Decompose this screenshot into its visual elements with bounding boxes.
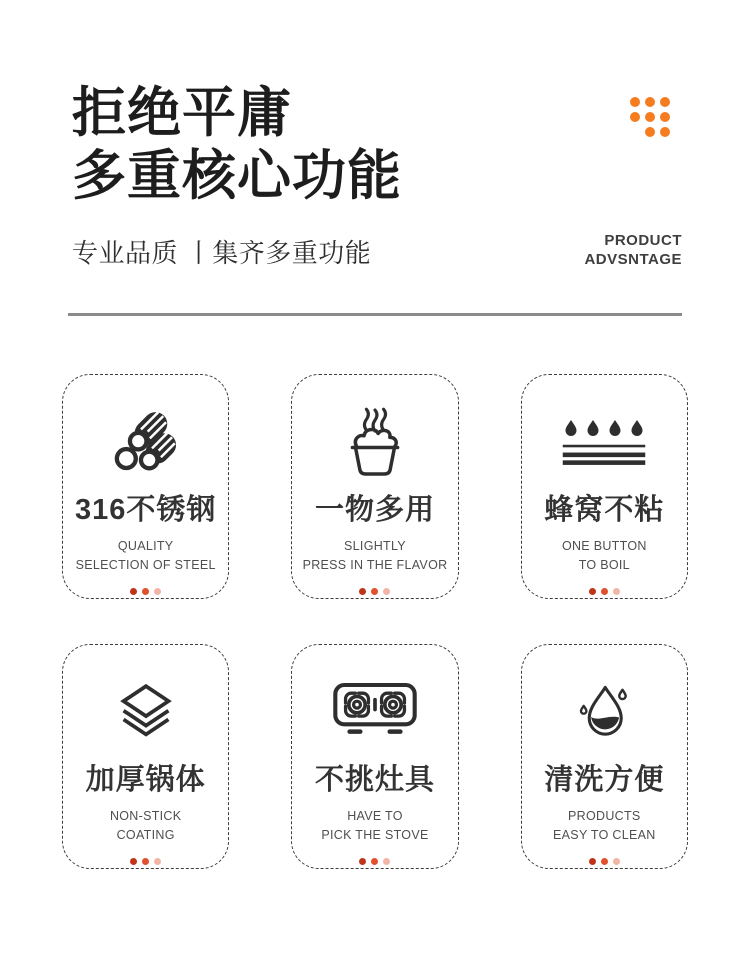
accent-dot: [589, 858, 596, 865]
orange-dot: [645, 127, 655, 137]
subtitle-row: [72, 232, 682, 270]
accent-dot: [613, 588, 620, 595]
accent-dot: [383, 858, 390, 865]
subtitle-line: NON-STICK: [109, 808, 182, 823]
accent-dot: [383, 588, 390, 595]
feature-subtitle: [110, 807, 181, 846]
feature-card-multiuse: [291, 374, 458, 599]
feature-title: 一物多用: [314, 493, 435, 526]
feature-subtitle: [562, 537, 647, 576]
orange-dots-decoration: [630, 97, 670, 137]
subtitle-line: PRESS IN THE FLAVOR: [302, 558, 448, 573]
subtitle-line: SLIGHTLY: [344, 538, 406, 553]
subtitle-line: ONE BUTTON: [561, 538, 647, 553]
feature-card-cleaning: [521, 644, 688, 869]
feature-title: 加厚锅体: [85, 763, 206, 796]
subtitle-english-line-1: PRODUCT: [604, 232, 682, 250]
accent-dot: [154, 858, 161, 865]
accent-dot: [130, 588, 137, 595]
title-line-2: 多重核心功能: [72, 146, 402, 207]
accent-dot: [601, 858, 608, 865]
accent-dot: [359, 588, 366, 595]
accent-dot: [371, 858, 378, 865]
feature-subtitle: [303, 537, 448, 576]
feature-subtitle: [321, 807, 428, 846]
feature-card-stove: [291, 644, 458, 869]
accent-dot: [359, 858, 366, 865]
steaming-bowl-icon: [336, 401, 414, 483]
card-accent-dots: [359, 858, 390, 865]
card-accent-dots: [130, 588, 161, 595]
card-accent-dots: [589, 858, 620, 865]
orange-dot: [645, 97, 655, 107]
subtitle-text: 专业品质 丨集齐多重功能: [72, 237, 372, 268]
feature-card-steel: [62, 374, 229, 599]
accent-dot: [601, 588, 608, 595]
drops-over-surface-icon: [560, 401, 648, 483]
orange-dot: [660, 127, 670, 137]
feature-cards-grid: [0, 374, 750, 869]
header: [0, 0, 750, 270]
subtitle-line: QUALITY: [117, 538, 174, 553]
stove-icon: [330, 671, 420, 753]
page-title: [72, 82, 682, 208]
accent-dot: [142, 588, 149, 595]
feature-card-thick-body: [62, 644, 229, 869]
accent-dot: [371, 588, 378, 595]
subtitle-line: EASY TO CLEAN: [553, 828, 656, 843]
title-line-1: 拒绝平庸: [72, 83, 292, 143]
feature-title: 不挑灶具: [314, 763, 435, 796]
divider-line: [68, 313, 682, 316]
card-accent-dots: [359, 588, 390, 595]
card-accent-dots: [589, 588, 620, 595]
feature-title: 清洗方便: [544, 763, 665, 796]
orange-dot: [630, 97, 640, 107]
subtitle-english-line-2: ADVSNTAGE: [584, 251, 682, 269]
subtitle-line: HAVE TO: [347, 808, 403, 823]
layers-icon: [112, 671, 180, 753]
feature-title: 蜂窝不粘: [544, 493, 665, 526]
subtitle-english: [584, 232, 682, 270]
subtitle-line: TO BOIL: [578, 558, 630, 573]
subtitle-line: SELECTION OF STEEL: [75, 558, 216, 573]
orange-dot: [645, 112, 655, 122]
subtitle-line: COATING: [116, 828, 175, 843]
accent-dot: [142, 858, 149, 865]
accent-dot: [154, 588, 161, 595]
accent-dot: [589, 588, 596, 595]
card-accent-dots: [130, 858, 161, 865]
accent-dot: [130, 858, 137, 865]
orange-dot: [660, 112, 670, 122]
feature-subtitle: [553, 807, 656, 846]
accent-dot: [613, 858, 620, 865]
feature-card-nonstick: [521, 374, 688, 599]
feature-subtitle: [76, 537, 216, 576]
orange-dot: [630, 112, 640, 122]
orange-dot: [660, 97, 670, 107]
water-drop-icon: [572, 671, 636, 753]
subtitle-line: PRODUCTS: [568, 808, 641, 823]
steel-pipes-icon: [105, 401, 187, 483]
subtitle-line: PICK THE STOVE: [321, 828, 429, 843]
feature-title: 316不锈钢: [74, 493, 217, 526]
